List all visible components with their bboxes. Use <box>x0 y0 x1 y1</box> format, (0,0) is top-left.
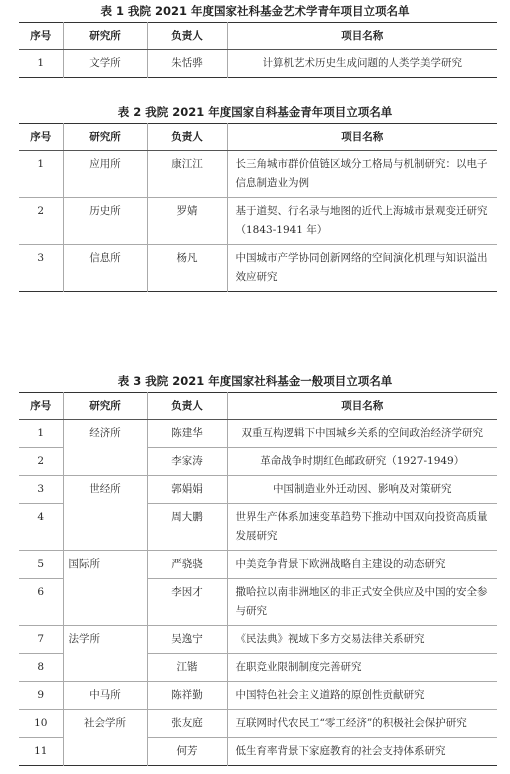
table-row <box>19 448 497 476</box>
row-proj: 计算机艺术历史生成问题的人类学美学研究 <box>227 50 497 78</box>
header-lead: 负责人 <box>147 124 227 151</box>
table-row <box>19 198 497 245</box>
table1 <box>19 22 497 78</box>
row-lead: 李家涛 <box>147 448 227 476</box>
table-row <box>19 245 497 292</box>
table-row <box>19 654 497 682</box>
row-lead: 杨凡 <box>147 245 227 292</box>
row-num: 11 <box>19 738 63 766</box>
row-lead: 陈建华 <box>147 420 227 448</box>
header-num: 序号 <box>19 393 63 420</box>
row-inst: 法学所 <box>63 626 147 654</box>
row-lead: 康江江 <box>147 151 227 198</box>
row-proj: 《民法典》视域下多方交易法律关系研究 <box>227 626 497 654</box>
row-inst: 应用所 <box>63 151 147 198</box>
header-proj: 项目名称 <box>227 393 497 420</box>
header-num: 序号 <box>19 23 63 50</box>
row-proj: 互联网时代农民工“零工经济”的积极社会保护研究 <box>227 710 497 738</box>
table3-header-row <box>19 393 497 420</box>
row-num: 9 <box>19 682 63 710</box>
table2 <box>19 123 497 292</box>
row-proj: 革命战争时期红色邮政研究（1927-1949） <box>227 448 497 476</box>
row-lead: 何芳 <box>147 738 227 766</box>
row-num: 3 <box>19 245 63 292</box>
row-num: 2 <box>19 198 63 245</box>
row-num: 2 <box>19 448 63 476</box>
header-inst: 研究所 <box>63 124 147 151</box>
row-proj: 基于道契、行名录与地图的近代上海城市景观变迁研究（1843-1941 年） <box>227 198 497 245</box>
row-num: 8 <box>19 654 63 682</box>
header-num: 序号 <box>19 124 63 151</box>
table-row <box>19 710 497 738</box>
row-num: 4 <box>19 504 63 551</box>
table-row <box>19 579 497 626</box>
row-inst <box>63 579 147 626</box>
row-lead: 陈祥勤 <box>147 682 227 710</box>
table-row <box>19 504 497 551</box>
table-row <box>19 626 497 654</box>
row-proj: 中国城市产学协同创新网络的空间演化机理与知识溢出效应研究 <box>227 245 497 292</box>
table3-caption: 表 3 我院 2021 年度国家社科基金一般项目立项名单 <box>117 374 393 388</box>
row-inst <box>63 738 147 766</box>
row-proj: 中国特色社会主义道路的原创性贡献研究 <box>227 682 497 710</box>
row-proj: 双重互构逻辑下中国城乡关系的空间政治经济学研究 <box>227 420 497 448</box>
table1-header-row <box>19 23 497 50</box>
row-inst <box>63 504 147 551</box>
header-lead: 负责人 <box>147 393 227 420</box>
header-lead: 负责人 <box>147 23 227 50</box>
table-row <box>19 420 497 448</box>
table-row <box>19 151 497 198</box>
row-num: 1 <box>19 151 63 198</box>
row-proj: 世界生产体系加速变革趋势下推动中国双向投资高质量发展研究 <box>227 504 497 551</box>
row-lead: 罗婧 <box>147 198 227 245</box>
row-proj: 撒哈拉以南非洲地区的非正式安全供应及中国的安全参与研究 <box>227 579 497 626</box>
row-num: 1 <box>19 420 63 448</box>
table-row <box>19 476 497 504</box>
row-num: 3 <box>19 476 63 504</box>
row-proj: 中国制造业外迁动因、影响及对策研究 <box>227 476 497 504</box>
row-inst <box>63 654 147 682</box>
row-inst: 经济所 <box>63 420 147 448</box>
row-num: 6 <box>19 579 63 626</box>
header-inst: 研究所 <box>63 23 147 50</box>
row-num: 1 <box>19 50 63 78</box>
table-row <box>19 738 497 766</box>
row-num: 10 <box>19 710 63 738</box>
row-num: 7 <box>19 626 63 654</box>
table2-header-row <box>19 124 497 151</box>
row-lead: 江锴 <box>147 654 227 682</box>
table-row <box>19 682 497 710</box>
row-lead: 李因才 <box>147 579 227 626</box>
row-inst: 社会学所 <box>63 710 147 738</box>
row-proj: 中美竞争背景下欧洲战略自主建设的动态研究 <box>227 551 497 579</box>
header-inst: 研究所 <box>63 393 147 420</box>
row-lead: 朱恬骅 <box>147 50 227 78</box>
header-proj: 项目名称 <box>227 124 497 151</box>
table-row <box>19 551 497 579</box>
row-inst: 中马所 <box>63 682 147 710</box>
row-lead: 吴逸宁 <box>147 626 227 654</box>
row-inst: 世经所 <box>63 476 147 504</box>
row-inst: 历史所 <box>63 198 147 245</box>
table-row <box>19 50 497 78</box>
header-proj: 项目名称 <box>227 23 497 50</box>
row-proj: 长三角城市群价值链区域分工格局与机制研究：以电子信息制造业为例 <box>227 151 497 198</box>
row-num: 5 <box>19 551 63 579</box>
row-proj: 低生育率背景下家庭教育的社会支持体系研究 <box>227 738 497 766</box>
table2-caption: 表 2 我院 2021 年度国家自科基金青年项目立项名单 <box>117 105 393 119</box>
row-lead: 严骁骁 <box>147 551 227 579</box>
row-lead: 周大鹏 <box>147 504 227 551</box>
row-inst: 国际所 <box>63 551 147 579</box>
row-inst: 信息所 <box>63 245 147 292</box>
row-inst <box>63 448 147 476</box>
table1-caption: 表 1 我院 2021 年度国家社科基金艺术学青年项目立项名单 <box>100 4 410 18</box>
row-lead: 郭娟娟 <box>147 476 227 504</box>
row-proj: 在职竞业限制制度完善研究 <box>227 654 497 682</box>
row-lead: 张友庭 <box>147 710 227 738</box>
table3 <box>19 392 497 766</box>
row-inst: 文学所 <box>63 50 147 78</box>
